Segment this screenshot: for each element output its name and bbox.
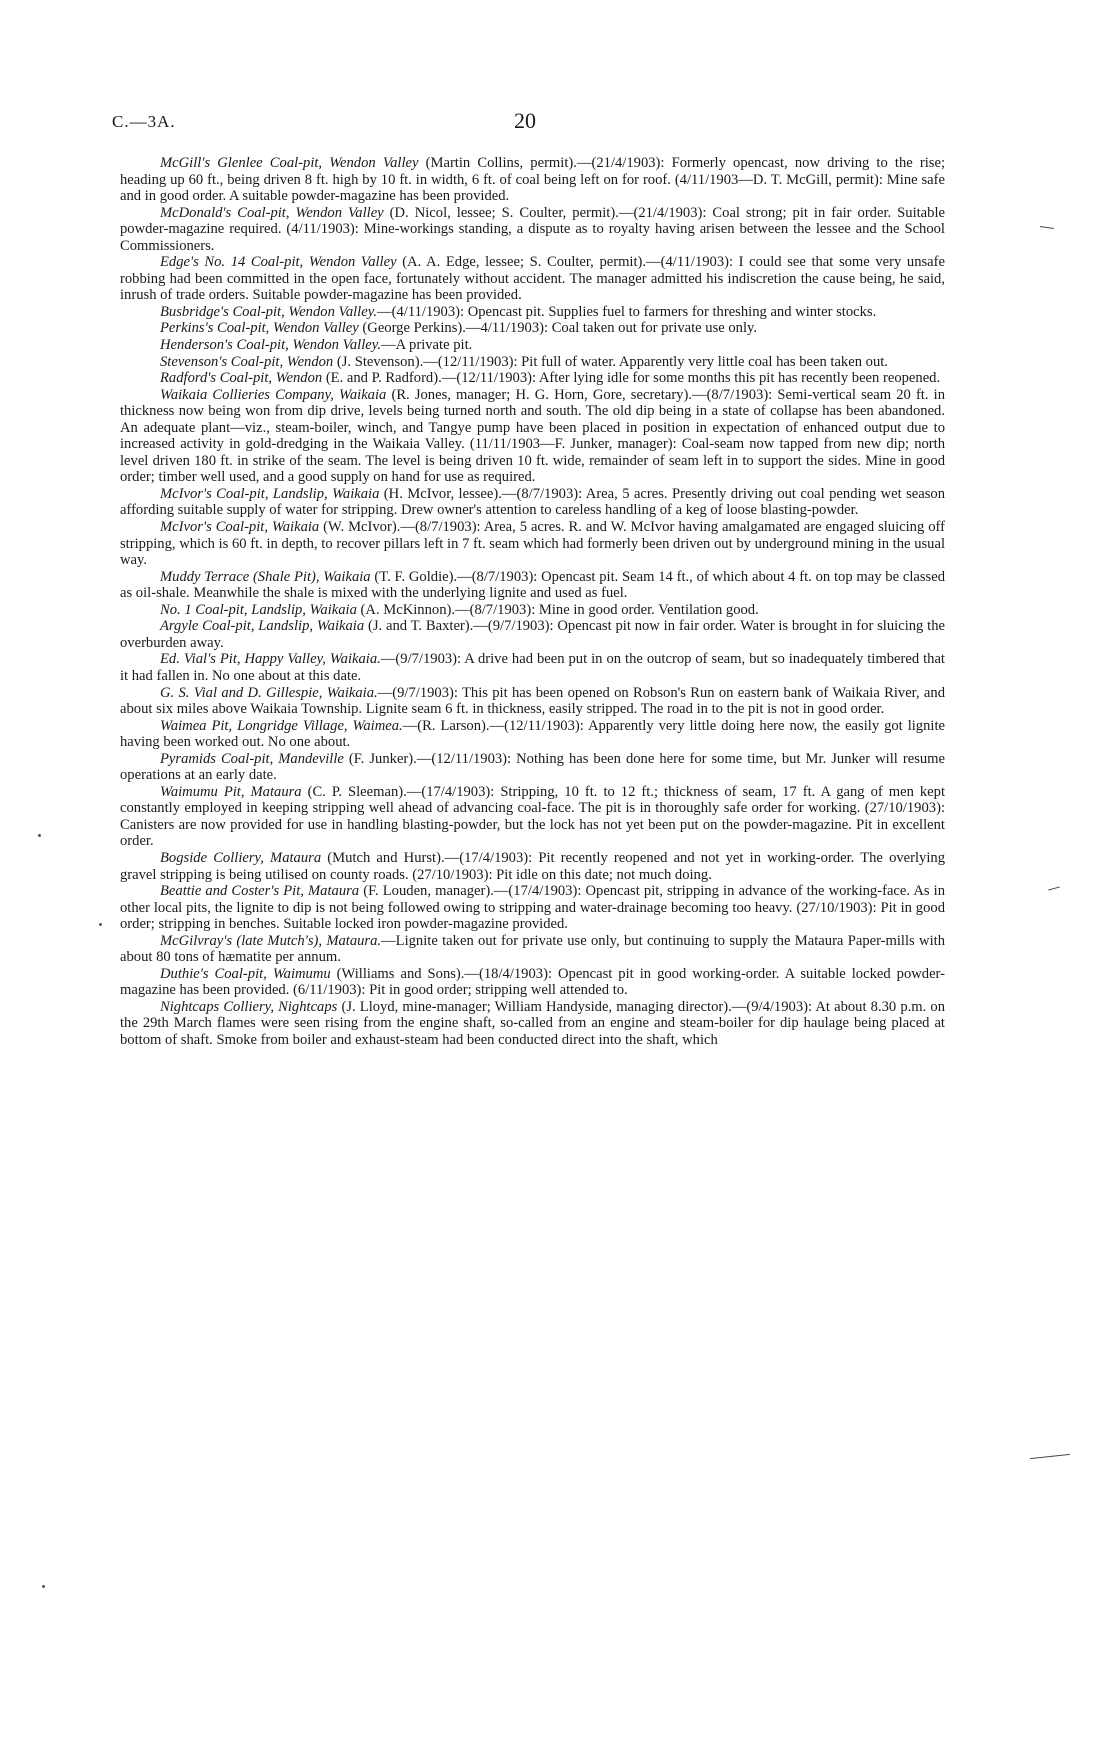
entry-text: (A. A. Edge, lessee; S. Coulter, permit).—(4/11/1903): I could see that some very unsafe robbing had been committed in the open face, fortunately without accident. The manager admitted his indiscretion the cause being, he said, inrush of trade orders. Suitable powder-magazine has been provided. xyxy=(120,254,945,304)
entry-paragraph xyxy=(120,370,945,387)
entry-text: (F. Louden, manager).—(17/4/1903): Opencast pit, stripping in advance of the working-face. As in other local pits, the lignite to dip is not being followed owing to stripping and water-drainage becoming too heavy. (27/10/1903): Pit in good order; stripping in benches. Suitable locked iron powder-magazine provided. xyxy=(120,883,945,933)
entry-text: —(R. Larson).—(12/11/1903): Apparently very little doing here now, the easily got lignite having been worked out. No one about. xyxy=(120,717,945,751)
entry-paragraph xyxy=(120,751,945,784)
entry-paragraph xyxy=(120,999,945,1049)
entry-paragraph xyxy=(120,486,945,519)
entry-text: —(4/11/1903): Opencast pit. Supplies fuel to farmers for threshing and winter stocks. xyxy=(377,303,877,320)
entry-paragraph xyxy=(120,304,945,321)
entry-title: McIvor's Coal-pit, Landslip, Waikaia xyxy=(160,485,380,502)
entry-text: (R. Jones, manager; H. G. Horn, Gore, secretary).—(8/7/1903): Semi-vertical seam 20 ft. in thickness now being won from dip drive, levels being turned north and south. The old dip being in a state of collapse has been abandoned. An adequate plant—viz., steam-boiler, winch, and Tangye pump have been placed in position in expectation of enhanced output due to increased activity in gold-dredging in the Waikaia Valley. (11/11/1903—F. Junker, manager): Coal-seam now tapped from new dip; north level driven 180 ft. in strike of the seam. The level is being driven 10 ft. wide, remainder of seam left in to support the sides. Mine in good order; timber well used, and a good supply on hand for use as required. xyxy=(120,386,945,486)
scan-dot xyxy=(42,1585,45,1588)
entry-title: Beattie and Coster's Pit, Mataura xyxy=(160,883,360,900)
section-code: C.—3A. xyxy=(112,112,176,131)
entry-text: (C. P. Sleeman).—(17/4/1903): Stripping, 10 ft. to 12 ft.; thickness of seam, 17 ft. A gang of men kept constantly employed in keeping stripping well ahead of advancing coal-face. The pit is in thoroughly safe order for working. (27/10/1903): Canisters are now provided for use in handling blasting-powder, but the lock has not yet been put on the powder-magazine. Pit in excellent order. xyxy=(120,783,946,850)
entry-paragraph xyxy=(120,850,945,883)
entry-text: (E. and P. Radford).—(12/11/1903): After lying idle for some months this pit has recently been reopened. xyxy=(322,370,941,387)
entry-paragraph xyxy=(120,933,945,966)
entry-title: G. S. Vial and D. Gillespie, Waikaia. xyxy=(160,684,378,701)
entry-title: No. 1 Coal-pit, Landslip, Waikaia xyxy=(160,601,357,618)
entry-text: —A private pit. xyxy=(381,337,473,354)
page-number: 20 xyxy=(514,108,536,133)
entry-paragraph xyxy=(120,205,945,255)
entry-text: (W. McIvor).—(8/7/1903): Area, 5 acres. R. and W. McIvor having amalgamated are engaged sluicing off stripping, which is 60 ft. in depth, to recover pillars left in 7 ft. seam which had formerly been driven out by underground mining in the usual way. xyxy=(120,519,945,569)
entry-title: McIvor's Coal-pit, Waikaia xyxy=(160,519,320,536)
entry-text: (D. Nicol, lessee; S. Coulter, permit).—(21/4/1903): Coal strong; pit in fair order. Suitable powder-magazine required. (4/11/1903): Mine-workings standing, a dispute as to royalty having arisen between the lessee and the School Commissioners. xyxy=(120,204,945,254)
entry-title: Bogside Colliery, Mataura xyxy=(160,849,322,866)
entry-text: (J. Stevenson).—(12/11/1903): Pit full of water. Apparently very little coal has been taken out. xyxy=(333,353,888,370)
entry-title: Nightcaps Colliery, Nightcaps xyxy=(160,998,338,1015)
entry-text: —(9/7/1903): A drive had been put in on the outcrop of seam, but so inadequately timbered that it had fallen in. No one about at this date. xyxy=(120,651,945,684)
entry-title: Perkins's Coal-pit, Wendon Valley xyxy=(160,320,359,337)
entry-title: Busbridge's Coal-pit, Wendon Valley. xyxy=(160,303,378,320)
scan-mark xyxy=(1040,226,1054,229)
entry-paragraph xyxy=(120,569,945,602)
entry-title: McGilvray's (late Mutch's), Mataura. xyxy=(160,932,382,949)
entry-title: Henderson's Coal-pit, Wendon Valley. xyxy=(160,337,382,354)
entry-title: Radford's Coal-pit, Wendon xyxy=(160,370,323,387)
entry-title: Edge's No. 14 Coal-pit, Wendon Valley xyxy=(160,254,397,271)
entry-text: —(9/7/1903): This pit has been opened on Robson's Run on eastern bank of Waikaia River, and about six miles above Waikaia Township. Lignite seam 6 ft. in thickness, easily stripped. The road in to the pit is not in good order. xyxy=(120,684,945,718)
entry-title: Waikaia Collieries Company, Waikaia xyxy=(160,386,387,403)
scan-dot xyxy=(38,834,41,837)
entry-paragraph xyxy=(120,883,945,933)
entry-paragraph xyxy=(120,784,945,850)
entry-paragraph xyxy=(120,966,945,999)
scan-mark xyxy=(1030,1454,1070,1459)
entry-paragraph xyxy=(120,337,945,354)
entry-text: (J. and T. Baxter).—(9/7/1903): Opencast pit now in fair order. Water is brought in for sluicing the overburden away. xyxy=(120,618,945,651)
scan-mark xyxy=(1048,886,1060,890)
entry-paragraph xyxy=(120,602,945,619)
entry-title: Muddy Terrace (Shale Pit), Waikaia xyxy=(160,568,371,585)
entry-paragraph xyxy=(120,685,945,718)
entry-title: Ed. Vial's Pit, Happy Valley, Waikaia. xyxy=(160,651,381,668)
entry-title: Waimumu Pit, Mataura xyxy=(160,783,302,800)
entry-text: (Martin Collins, permit).—(21/4/1903): Formerly opencast, now driving to the rise; heading up 60 ft., being driven 8 ft. high by 10 ft. in width, 6 ft. of coal being left on for roof. (4/11/1903—D. T. McGill, permit): Mine safe and in good order. A suitable powder-magazine has been provided. xyxy=(120,155,946,205)
entry-text: (H. McIvor, lessee).—(8/7/1903): Area, 5 acres. Presently driving out coal pending wet season affording suitable supply of water for stripping. Drew owner's attention to careless handling of a keg of loose blasting-powder. xyxy=(120,485,945,519)
entry-title: Duthie's Coal-pit, Waimumu xyxy=(160,965,331,982)
entry-paragraph xyxy=(120,718,945,751)
entry-paragraph xyxy=(120,320,945,337)
entry-text: —Lignite taken out for private use only, but continuing to supply the Mataura Paper-mills with about 80 tons of hæmatite per annum. xyxy=(120,932,945,966)
entry-paragraph xyxy=(120,618,945,651)
entry-text: (J. Lloyd, mine-manager; William Handyside, managing director).—(9/4/1903): At about 8.30 p.m. on the 29th March flames were seen rising from the engine shaft, so-called from an engine and steam-boiler for dip haulage being placed at bottom of shaft. Smoke from boiler and exhaust-steam had been conducted direct into the shaft, which xyxy=(120,998,946,1048)
entry-text: (T. F. Goldie).—(8/7/1903): Opencast pit. Seam 14 ft., of which about 4 ft. on top may be classed as oil-shale. Meanwhile the shale is mixed with the underlying lignite and used as fuel. xyxy=(120,568,945,602)
entry-text: (Williams and Sons).—(18/4/1903): Opencast pit in good working-order. A suitable locked powder-magazine has been provided. (6/11/1903): Pit in good order; stripping well attended to. xyxy=(120,965,945,999)
entry-title: McGill's Glenlee Coal-pit, Wendon Valley xyxy=(160,155,419,171)
entry-paragraph xyxy=(120,354,945,371)
scan-dot xyxy=(99,923,102,926)
entry-text: (F. Junker).—(12/11/1903): Nothing has been done here for some time, but Mr. Junker will resume operations at an early date. xyxy=(120,750,945,784)
entry-title: Argyle Coal-pit, Landslip, Waikaia xyxy=(160,618,365,635)
entry-paragraph xyxy=(120,387,945,486)
entry-text: (A. McKinnon).—(8/7/1903): Mine in good order. Ventilation good. xyxy=(356,601,759,618)
entry-title: McDonald's Coal-pit, Wendon Valley xyxy=(160,204,384,221)
entry-title: Stevenson's Coal-pit, Wendon xyxy=(160,353,334,370)
entry-paragraph xyxy=(120,254,945,304)
entry-paragraph xyxy=(120,651,945,684)
entry-paragraph xyxy=(120,155,945,205)
entry-title: Waimea Pit, Longridge Village, Waimea. xyxy=(160,717,403,734)
report-body xyxy=(120,155,945,1049)
entry-text: (Mutch and Hurst).—(17/4/1903): Pit recently reopened and not yet in working-order. The overlying gravel stripping is being utilised on county roads. (27/10/1903): Pit idle on this date; not much doing. xyxy=(120,849,945,883)
entry-paragraph xyxy=(120,519,945,569)
entry-title: Pyramids Coal-pit, Mandeville xyxy=(160,750,344,767)
entry-text: (George Perkins).—4/11/1903): Coal taken out for private use only. xyxy=(358,320,758,337)
